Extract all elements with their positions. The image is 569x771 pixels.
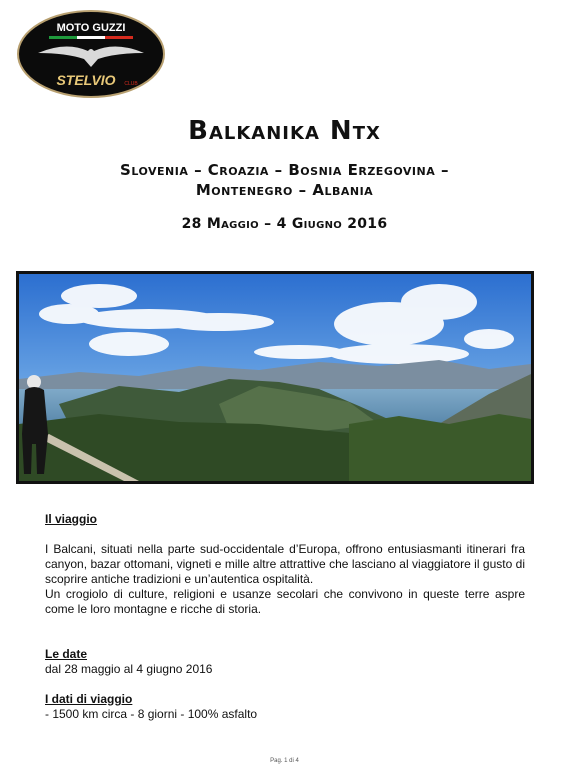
countries-line-2: Montenegro – Albania (195, 181, 374, 199)
countries-list (0, 160, 569, 200)
date-text: dal 28 maggio al 4 giugno 2016 (45, 662, 213, 676)
section-heading-date: Le date (45, 647, 88, 661)
page-number: Pag. 1 di 4 (270, 758, 299, 764)
kotor-bay-photo (16, 271, 534, 484)
trip-dates: 28 Maggio – 4 Giugno 2016 (181, 216, 388, 232)
logo-suffix-text: CLUB (124, 81, 138, 87)
logo-name-text: STELVIO (56, 72, 116, 88)
moto-guzzi-stelvio-club-logo (16, 9, 166, 99)
section-heading-viaggio: Il viaggio (45, 512, 98, 526)
document-body (45, 512, 525, 722)
viaggio-paragraph-1: I Balcani, situati nella parte sud-occidentale d’Europa, offrono entusiasmanti itinerari fra canyon, bazar ottomani, vigneti e mille altre attrattive che lasciano al viaggiatore il gusto di scoprire antiche tradizioni e un’autentica ospitalità. (45, 542, 525, 586)
countries-line-1: Slovenia – Croazia – Bosnia Erzegovina – (120, 161, 449, 179)
logo-brand-text: MOTO GUZZI (56, 22, 126, 34)
section-heading-dati: I dati di viaggio (45, 692, 133, 706)
viaggio-paragraph-2: Un crogiolo di culture, religioni e usanze secolari che convivono in queste terre aspre come le loro montagne e ricche di storia. (45, 587, 525, 616)
document-title: Balkanika Ntx (188, 116, 381, 146)
dati-text: - 1500 km circa - 8 giorni - 100% asfalto (45, 707, 258, 721)
